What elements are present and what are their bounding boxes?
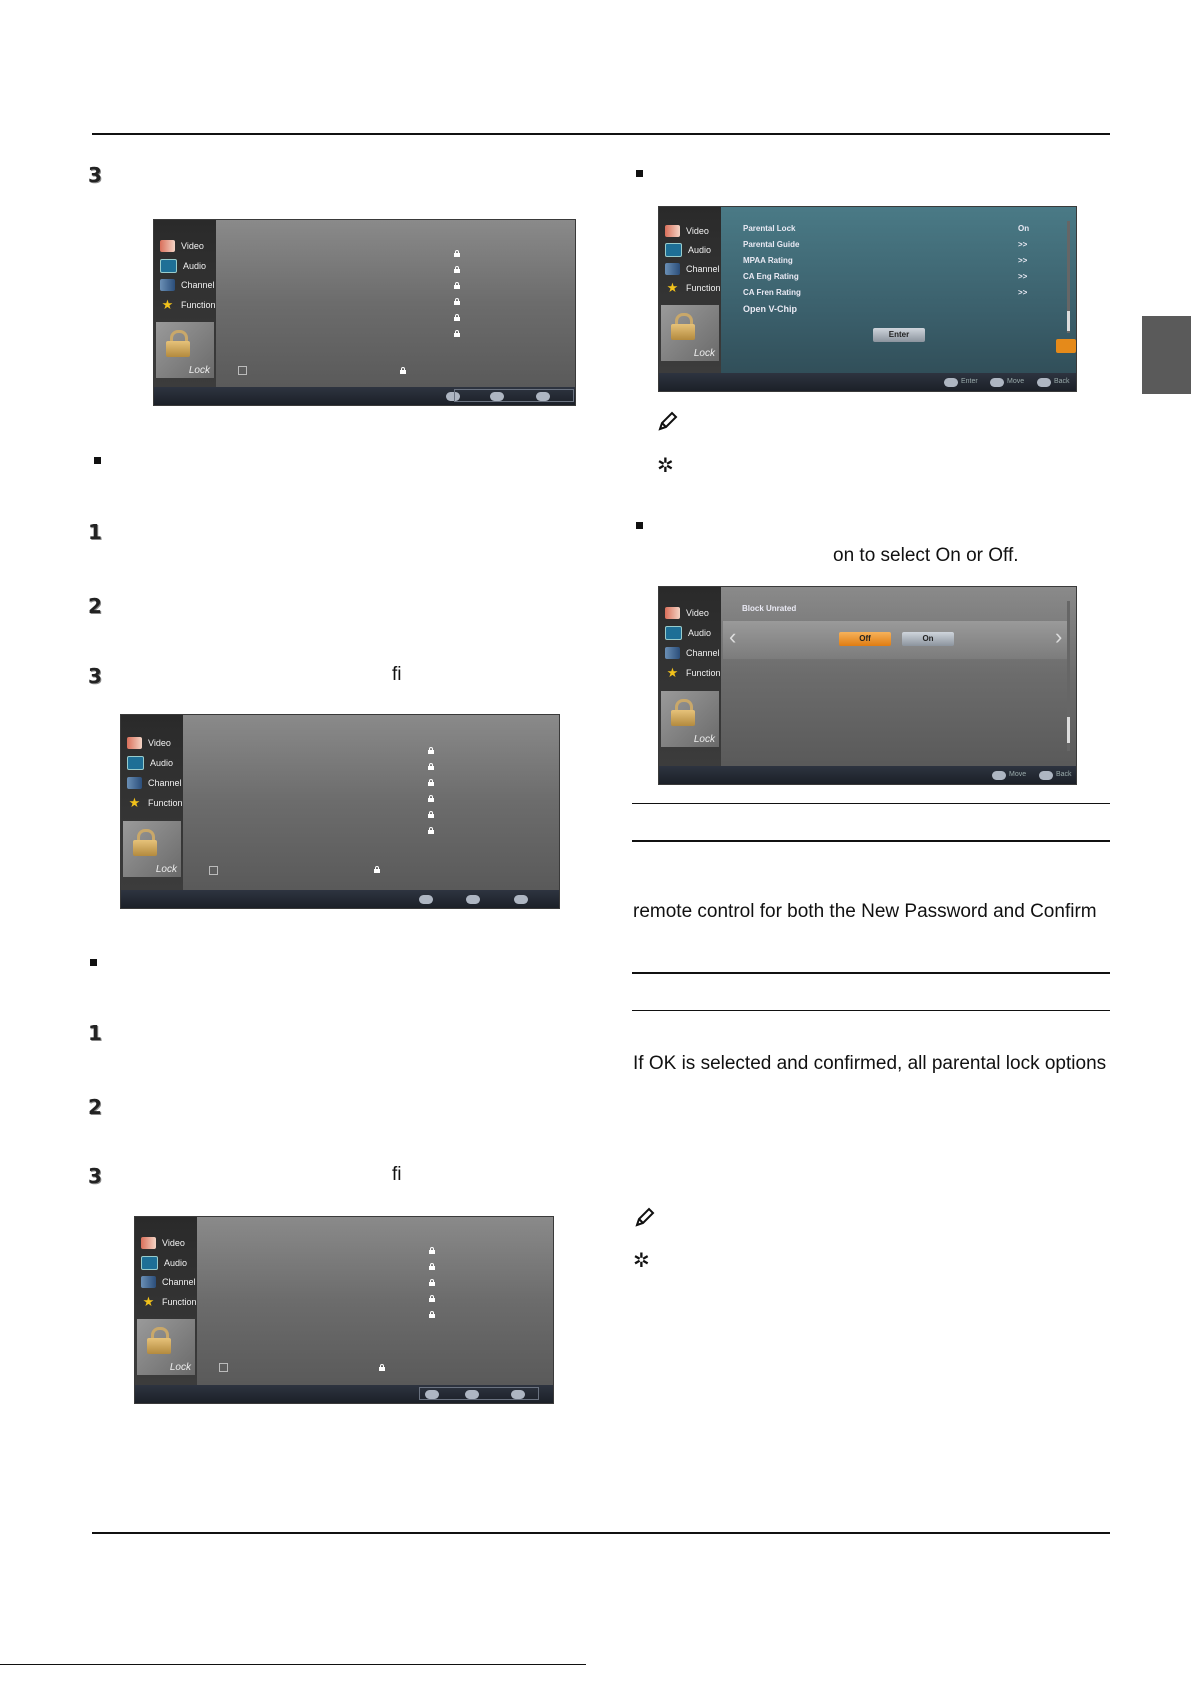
- lock-icon: [374, 866, 380, 873]
- star-icon: ★: [142, 1294, 155, 1309]
- hint-bar: [659, 373, 1076, 391]
- hint-move: Move: [1007, 378, 1025, 385]
- menu-item-function: ★ Function: [666, 665, 721, 680]
- menu-item-lock: Lock: [156, 322, 214, 378]
- footer-rule: [92, 1532, 1110, 1534]
- chapter-tab: [1142, 316, 1191, 394]
- menu-item-audio: Audio: [141, 1255, 187, 1271]
- asterisk-icon: ✲: [657, 453, 674, 477]
- menu-item-video: Video: [665, 605, 709, 621]
- enter-icon: [944, 378, 958, 387]
- back-icon: [511, 1390, 525, 1399]
- block-unrated-title: Block Unrated: [742, 604, 797, 613]
- audio-icon: [160, 259, 177, 273]
- lock-icon: [454, 330, 460, 337]
- section-bullet: [636, 170, 643, 177]
- lock-menu-screenshot: [153, 219, 576, 406]
- lock-icon: [454, 266, 460, 273]
- hint-button-icon: [419, 895, 433, 904]
- menu-item-function: ★ Function: [161, 297, 216, 312]
- lock-icon: [428, 763, 434, 770]
- lock-icon: [454, 298, 460, 305]
- table-rule: [632, 803, 1110, 804]
- step-number: 1: [88, 1021, 102, 1045]
- bottom-rule: [0, 1664, 586, 1665]
- lock-icon: [428, 795, 434, 802]
- lock-icon: [379, 1364, 385, 1371]
- padlock-icon: [671, 699, 695, 725]
- move-icon: [465, 1390, 479, 1399]
- lock-icon: [429, 1295, 435, 1302]
- mpaa-rating-row[interactable]: MPAA Rating: [743, 256, 793, 265]
- pencil-note-icon: [657, 410, 679, 432]
- text-fragment: ﬁ: [392, 1164, 402, 1185]
- arrow-left-icon[interactable]: ‹: [729, 624, 737, 649]
- back-icon: [1037, 378, 1051, 387]
- checkbox: [219, 1363, 228, 1372]
- video-icon: [127, 737, 142, 749]
- hint-button-icon: [425, 1390, 439, 1399]
- checkbox: [238, 366, 247, 375]
- table-rule: [632, 1010, 1110, 1011]
- lock-icon: [454, 282, 460, 289]
- move-icon: [990, 378, 1004, 387]
- ca-eng-rating-row[interactable]: CA Eng Rating: [743, 272, 799, 281]
- lock-icon: [428, 827, 434, 834]
- parental-guide-row[interactable]: Parental Guide: [743, 240, 800, 249]
- hint-back: Back: [1056, 771, 1072, 778]
- menu-item-lock: Lock: [137, 1319, 195, 1375]
- menu-item-lock: Lock: [661, 691, 719, 747]
- video-icon: [665, 225, 680, 237]
- hint-bar: [154, 387, 575, 405]
- table-rule: [632, 840, 1110, 842]
- menu-item-function: ★ Function: [142, 1294, 197, 1309]
- ca-fren-rating-value: >>: [1018, 288, 1028, 297]
- menu-item-channel: Channel: [160, 277, 215, 293]
- text-fragment: remote control for both the New Password and Confirm: [633, 901, 1097, 922]
- step-number: 2: [88, 594, 102, 618]
- pencil-note-icon: [634, 1206, 656, 1228]
- section-bullet: [90, 959, 97, 966]
- lock-icon: [428, 811, 434, 818]
- channel-icon: [160, 279, 175, 291]
- channel-icon: [665, 647, 680, 659]
- menu-item-video: Video: [127, 735, 171, 751]
- text-fragment: on to select On or Off.: [833, 545, 1019, 566]
- star-icon: ★: [128, 795, 141, 810]
- header-rule: [92, 133, 1110, 135]
- move-icon: [992, 771, 1006, 780]
- menu-item-audio: Audio: [127, 755, 173, 771]
- orange-tab: [1056, 339, 1076, 353]
- arrow-right-icon[interactable]: ›: [1055, 624, 1063, 649]
- back-icon: [1039, 771, 1053, 780]
- audio-icon: [141, 1256, 158, 1270]
- hint-bar: [121, 890, 559, 908]
- step-number: 3: [88, 664, 102, 688]
- lock-icon: [429, 1279, 435, 1286]
- ca-eng-rating-value: >>: [1018, 272, 1028, 281]
- channel-icon: [141, 1276, 156, 1288]
- parental-lock-value: On: [1018, 224, 1030, 233]
- step-number: 3: [88, 163, 102, 187]
- star-icon: ★: [666, 280, 679, 295]
- menu-item-function: ★ Function: [666, 280, 721, 295]
- move-icon: [466, 895, 480, 904]
- menu-item-channel: Channel: [141, 1274, 196, 1290]
- menu-item-video: Video: [160, 238, 204, 254]
- video-icon: [160, 240, 175, 252]
- section-bullet: [636, 522, 643, 529]
- hint-bar: [659, 766, 1076, 784]
- block-unrated-screenshot: [658, 586, 1077, 785]
- lock-icon: [429, 1263, 435, 1270]
- enter-button[interactable]: Enter: [873, 328, 925, 342]
- menu-item-video: Video: [665, 223, 709, 239]
- hint-enter: Enter: [961, 378, 978, 385]
- menu-item-channel: Channel: [127, 775, 182, 791]
- hint-back: Back: [1054, 378, 1070, 385]
- lock-icon: [428, 779, 434, 786]
- menu-item-function: ★ Function: [128, 795, 183, 810]
- video-icon: [141, 1237, 156, 1249]
- menu-item-audio: Audio: [665, 625, 711, 641]
- scrollbar-thumb[interactable]: [1067, 311, 1070, 331]
- menu-item-channel: Channel: [665, 261, 720, 277]
- parental-guide-value: >>: [1018, 240, 1028, 249]
- menu-item-lock: Lock: [123, 821, 181, 877]
- star-icon: ★: [666, 665, 679, 680]
- video-icon: [665, 607, 680, 619]
- lock-icon: [454, 314, 460, 321]
- vchip-screenshot: [658, 206, 1077, 392]
- scrollbar-thumb[interactable]: [1067, 717, 1070, 743]
- audio-icon: [665, 243, 682, 257]
- lock-icon: [428, 747, 434, 754]
- off-button[interactable]: Off: [839, 632, 891, 646]
- lock-menu-screenshot: [134, 1216, 554, 1404]
- asterisk-icon: ✲: [633, 1248, 650, 1272]
- menu-item-audio: Audio: [665, 242, 711, 258]
- text-fragment: If OK is selected and confirmed, all parental lock options: [633, 1053, 1107, 1074]
- padlock-icon: [166, 330, 190, 356]
- channel-icon: [665, 263, 680, 275]
- parental-lock-row[interactable]: Parental Lock: [743, 224, 796, 233]
- padlock-icon: [671, 313, 695, 339]
- hint-move: Move: [1009, 771, 1027, 778]
- step-number: 1: [88, 520, 102, 544]
- star-icon: ★: [161, 297, 174, 312]
- audio-icon: [665, 626, 682, 640]
- audio-icon: [127, 756, 144, 770]
- menu-item-channel: Channel: [665, 645, 720, 661]
- padlock-icon: [133, 829, 157, 855]
- text-fragment: ﬁ: [392, 664, 402, 685]
- lock-icon: [454, 250, 460, 257]
- step-number: 2: [88, 1095, 102, 1119]
- ca-fren-rating-row[interactable]: CA Fren Rating: [743, 288, 801, 297]
- back-icon: [536, 392, 550, 401]
- menu-item-lock: Lock: [661, 305, 719, 361]
- option-strip: [723, 621, 1067, 659]
- lock-menu-screenshot: [120, 714, 560, 909]
- lock-icon: [429, 1311, 435, 1318]
- padlock-icon: [147, 1327, 171, 1353]
- step-number: 3: [88, 1164, 102, 1188]
- channel-icon: [127, 777, 142, 789]
- open-vchip-row[interactable]: Open V-Chip: [743, 304, 797, 314]
- mpaa-rating-value: >>: [1018, 256, 1028, 265]
- lock-icon: [429, 1247, 435, 1254]
- checkbox: [209, 866, 218, 875]
- menu-item-video: Video: [141, 1235, 185, 1251]
- hint-bar: [135, 1385, 553, 1403]
- menu-item-audio: Audio: [160, 258, 206, 274]
- table-rule: [632, 972, 1110, 974]
- move-icon: [490, 392, 504, 401]
- lock-icon: [400, 367, 406, 374]
- on-button[interactable]: On: [902, 632, 954, 646]
- back-icon: [514, 895, 528, 904]
- section-bullet: [94, 457, 101, 464]
